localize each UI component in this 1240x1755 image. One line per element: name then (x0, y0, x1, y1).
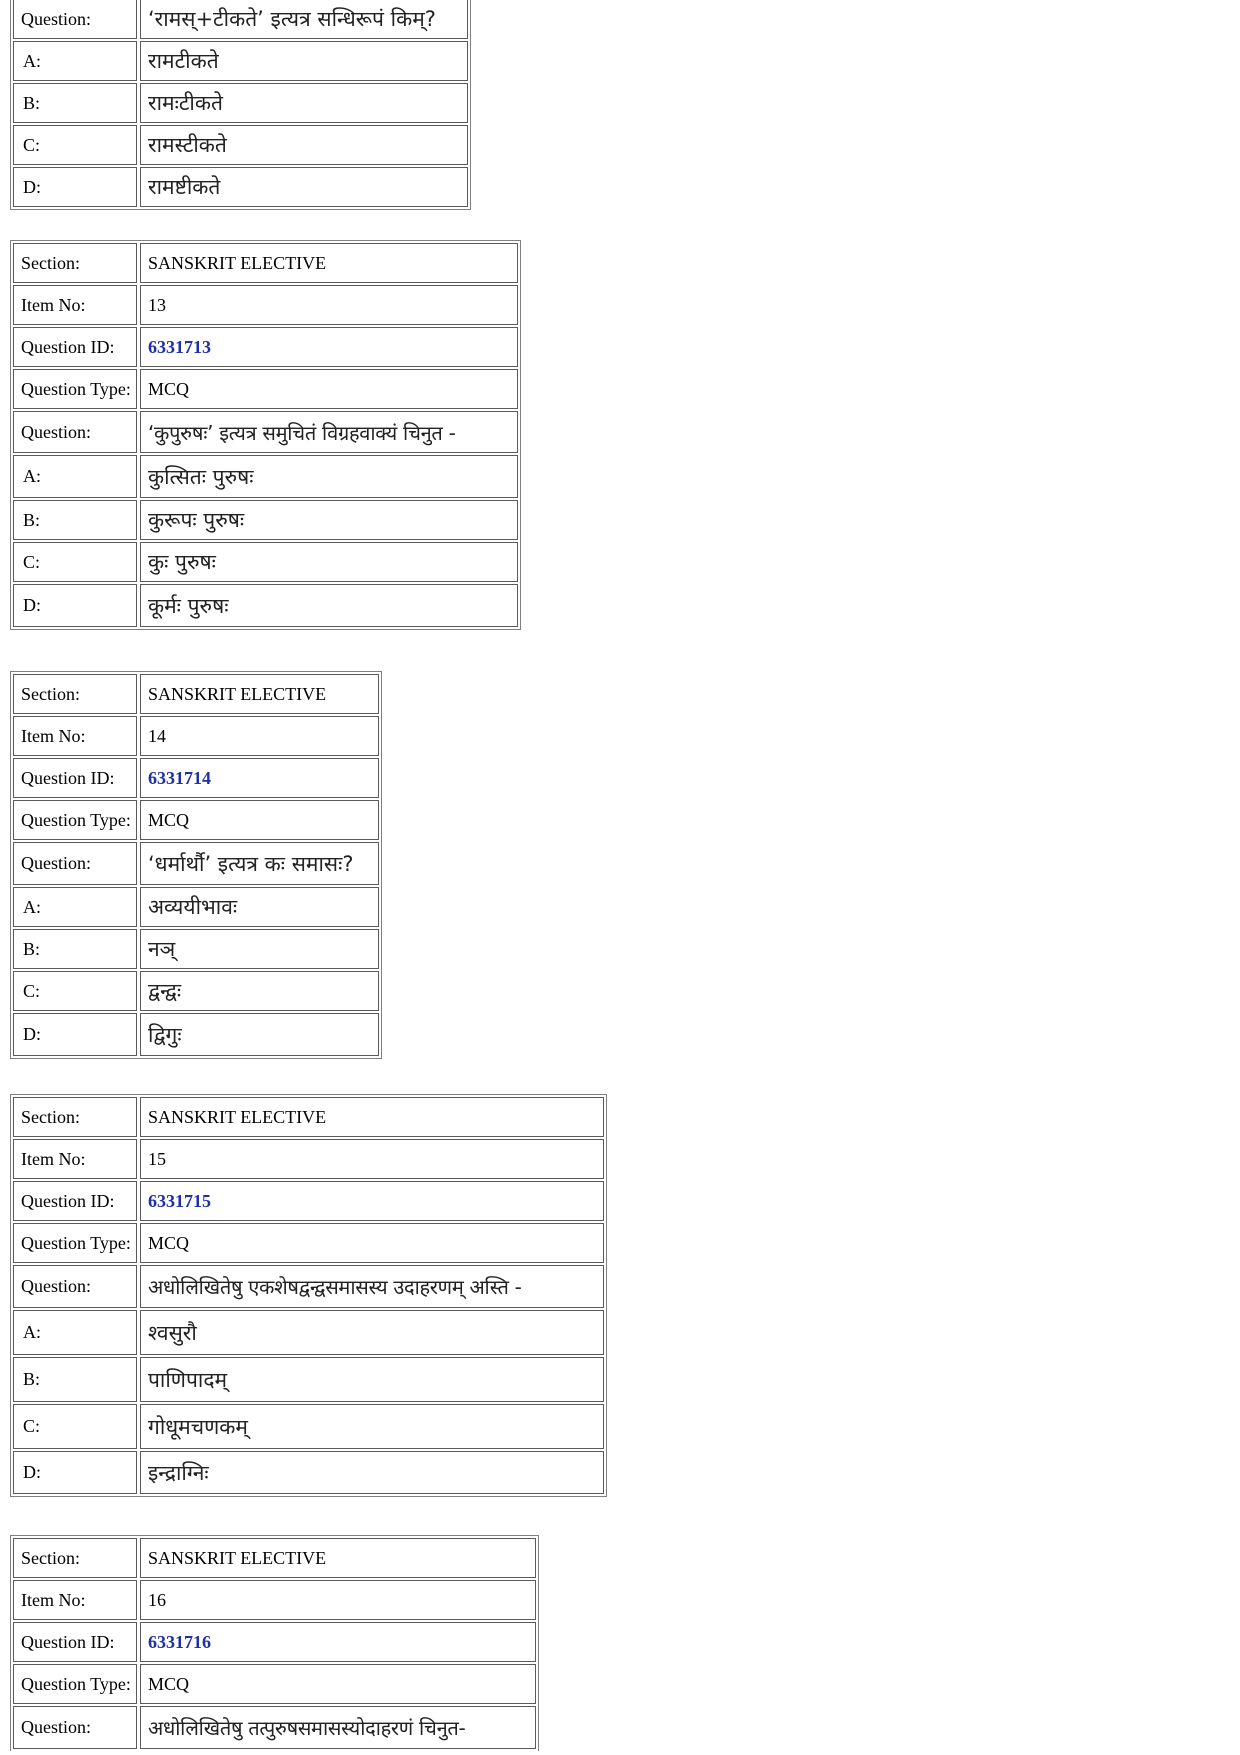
question-type-label: Question Type: (13, 1223, 137, 1263)
option-b-text: पाणिपादम् (140, 1357, 604, 1402)
item-no-row (13, 1580, 536, 1620)
option-d-row (13, 584, 518, 627)
question-id-label: Question ID: (13, 1622, 137, 1662)
section-row (13, 243, 518, 283)
option-c-label: C: (13, 971, 137, 1011)
question-type-value: MCQ (140, 800, 379, 840)
question-row (13, 411, 518, 453)
item-no-label: Item No: (13, 1580, 137, 1620)
question-label: Question: (13, 1706, 137, 1749)
item-no-value: 13 (140, 285, 518, 325)
option-d-row (13, 167, 468, 207)
option-d-label: D: (13, 167, 137, 207)
question-id-row (13, 1622, 536, 1662)
option-d-label: D: (13, 584, 137, 627)
item-no-row (13, 1139, 604, 1179)
question-type-row (13, 1664, 536, 1704)
question-type-label: Question Type: (13, 369, 137, 409)
question-type-value: MCQ (140, 1664, 536, 1704)
option-b-label: B: (13, 83, 137, 123)
item-no-label: Item No: (13, 1139, 137, 1179)
question-id-value: 6331715 (140, 1181, 604, 1221)
question-id-label: Question ID: (13, 1181, 137, 1221)
question-text: ‘धर्मार्थौ’ इत्यत्र कः समासः? (140, 842, 379, 885)
option-b-text: कुरूपः पुरुषः (140, 500, 518, 540)
option-a-label: A: (13, 887, 137, 927)
option-b-label: B: (13, 500, 137, 540)
section-value: SANSKRIT ELECTIVE (140, 1538, 536, 1578)
option-b-row (13, 83, 468, 123)
question-id-row (13, 1181, 604, 1221)
question-label: Question: (13, 842, 137, 885)
item-no-value: 16 (140, 1580, 536, 1620)
option-a-label: A: (13, 1310, 137, 1355)
question-label: Question: (13, 1265, 137, 1308)
option-a-row (13, 1310, 604, 1355)
option-a-text: श्वसुरौ (140, 1310, 604, 1355)
question-type-label: Question Type: (13, 800, 137, 840)
option-d-label: D: (13, 1451, 137, 1494)
question-id-row (13, 758, 379, 798)
option-c-row (13, 971, 379, 1011)
question-type-row (13, 800, 379, 840)
option-a-row (13, 455, 518, 498)
item-no-value: 14 (140, 716, 379, 756)
option-b-text: नञ् (140, 929, 379, 969)
option-a-text: रामटीकते (140, 41, 468, 81)
question-table-15 (10, 1094, 607, 1497)
option-c-row (13, 542, 518, 582)
question-id-label: Question ID: (13, 327, 137, 367)
question-table-14 (10, 671, 382, 1059)
section-label: Section: (13, 1097, 137, 1137)
option-c-text: रामस्टीकते (140, 125, 468, 165)
option-a-text: कुत्सितः पुरुषः (140, 455, 518, 498)
question-id-value: 6331716 (140, 1622, 536, 1662)
question-row (13, 842, 379, 885)
section-value: SANSKRIT ELECTIVE (140, 1097, 604, 1137)
option-b-row (13, 500, 518, 540)
question-text: अधोलिखितेषु तत्पुरुषसमासस्योदाहरणं चिनुत- (140, 1706, 536, 1749)
question-text: ‘कुपुरुषः’ इत्यत्र समुचितं विग्रहवाक्यं चिनुत - (140, 411, 518, 453)
option-c-label: C: (13, 1404, 137, 1449)
question-text: अधोलिखितेषु एकशेषद्वन्द्वसमासस्य उदाहरणम् अस्ति - (140, 1265, 604, 1308)
option-a-label: A: (13, 455, 137, 498)
option-c-text: गोधूमचणकम् (140, 1404, 604, 1449)
item-no-label: Item No: (13, 285, 137, 325)
question-row (13, 1706, 536, 1749)
option-d-row (13, 1451, 604, 1494)
section-row (13, 674, 379, 714)
question-id-value: 6331713 (140, 327, 518, 367)
option-b-text: रामःटीकते (140, 83, 468, 123)
question-type-value: MCQ (140, 1223, 604, 1263)
section-value: SANSKRIT ELECTIVE (140, 243, 518, 283)
item-no-label: Item No: (13, 716, 137, 756)
question-row (13, 1265, 604, 1308)
question-type-row (13, 369, 518, 409)
section-label: Section: (13, 674, 137, 714)
option-a-row (13, 887, 379, 927)
option-b-label: B: (13, 929, 137, 969)
section-row (13, 1538, 536, 1578)
question-type-label: Question Type: (13, 1664, 137, 1704)
section-row (13, 1097, 604, 1137)
question-table-16 (10, 1535, 539, 1751)
option-a-row (13, 41, 468, 81)
question-label: Question: (13, 0, 137, 39)
question-label: Question: (13, 411, 137, 453)
question-type-value: MCQ (140, 369, 518, 409)
option-b-label: B: (13, 1357, 137, 1402)
question-type-row (13, 1223, 604, 1263)
option-c-label: C: (13, 542, 137, 582)
question-table-13 (10, 240, 521, 630)
option-b-row (13, 929, 379, 969)
option-d-text: रामष्टीकते (140, 167, 468, 207)
option-d-text: इन्द्राग्निः (140, 1451, 604, 1494)
question-table-12 (10, 0, 471, 210)
item-no-row (13, 716, 379, 756)
option-b-row (13, 1357, 604, 1402)
section-label: Section: (13, 243, 137, 283)
question-id-value: 6331714 (140, 758, 379, 798)
question-id-label: Question ID: (13, 758, 137, 798)
question-row (13, 0, 468, 39)
option-c-text: द्वन्द्वः (140, 971, 379, 1011)
option-c-row (13, 125, 468, 165)
section-label: Section: (13, 1538, 137, 1578)
option-d-text: द्विगुः (140, 1013, 379, 1056)
option-d-text: कूर्मः पुरुषः (140, 584, 518, 627)
question-id-row (13, 327, 518, 367)
option-c-text: कुः पुरुषः (140, 542, 518, 582)
option-d-label: D: (13, 1013, 137, 1056)
item-no-value: 15 (140, 1139, 604, 1179)
option-d-row (13, 1013, 379, 1056)
option-c-label: C: (13, 125, 137, 165)
option-a-label: A: (13, 41, 137, 81)
option-a-text: अव्ययीभावः (140, 887, 379, 927)
option-c-row (13, 1404, 604, 1449)
question-text: ‘रामस्+टीकते’ इत्यत्र सन्धिरूपं किम्? (140, 0, 468, 39)
section-value: SANSKRIT ELECTIVE (140, 674, 379, 714)
item-no-row (13, 285, 518, 325)
